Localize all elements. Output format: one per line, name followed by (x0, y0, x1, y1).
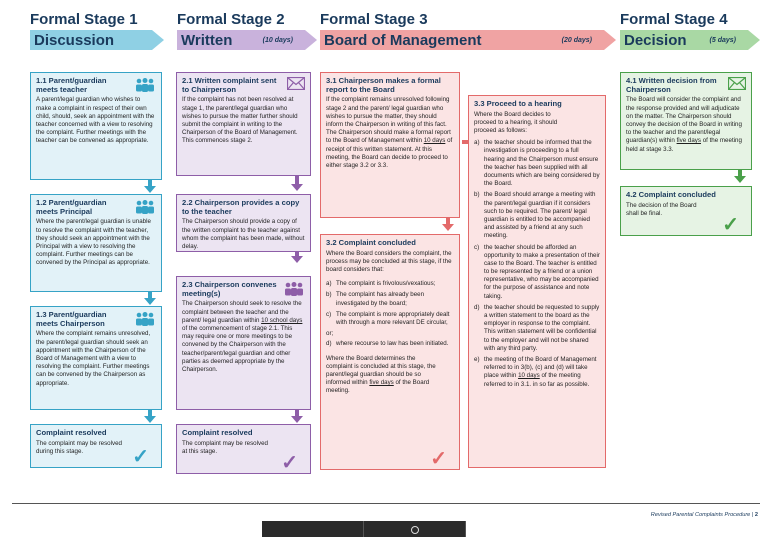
arrow-down-icon (291, 416, 303, 423)
arrow-right-icon (748, 30, 760, 50)
box-3-2 (320, 234, 460, 470)
list-item: a) the teacher should be informed that the investigation is proceeding to a full hearing and the Chairperson must ensure the teacher has been supplied with all documents which are being considered by the Board. (474, 139, 600, 188)
box-title: 4.1 Written decision from Chairperson (626, 76, 717, 94)
circle-icon (411, 526, 419, 534)
people-group-icon (283, 281, 305, 297)
box-title: 3.3 Proceed to a hearing (474, 99, 562, 108)
box-2-1 (176, 72, 311, 176)
box-4-1 (620, 72, 752, 170)
stage-3-days: (20 days) (561, 36, 592, 44)
checkmark-icon: ✓ (722, 214, 739, 236)
box-title: 3.1 Chairperson makes a formal report to the Board (326, 76, 441, 94)
list-item: c) The complaint is more appropriately dealt with through a more relevant DE circular, (326, 310, 450, 327)
toolbar-tab-right[interactable] (364, 521, 466, 537)
arrow-right-icon (305, 30, 317, 50)
or-text: or; (326, 330, 334, 338)
box-1-3 (30, 306, 162, 410)
stage-3-banner (320, 30, 604, 50)
people-group-icon (134, 311, 156, 327)
page-number: 2 (754, 512, 758, 518)
checkmark-icon: ✓ (132, 446, 149, 468)
list-item: d) where recourse to law has been initiated. (326, 340, 449, 348)
box-text: If the complaint has not been resolved at stage 1, the parent/legal guardian who wishes to pursue the matter further should submit the complaint in writing to the Chairperson of the Board of Management. This commences stage 2. (182, 96, 298, 145)
stage-2-days: (10 days) (262, 36, 293, 44)
criteria-list (326, 280, 454, 327)
criteria-list-d (326, 340, 454, 348)
arrow-down-icon (291, 256, 303, 263)
stage-3-banner-label: Board of Management (324, 31, 482, 49)
stage-2-title: Formal Stage 2 (177, 11, 285, 28)
stage-1-title: Formal Stage 1 (30, 11, 138, 28)
box-text: The decision of the Board shall be final. (626, 201, 697, 217)
checkmark-icon: ✓ (430, 448, 447, 470)
people-group-icon (134, 77, 156, 93)
toolbar-tab-left[interactable] (262, 521, 364, 537)
box-title: 1.2 Parent/guardian meets Principal (36, 198, 107, 216)
footer-divider (12, 503, 760, 504)
envelope-icon (287, 77, 305, 90)
box-title: 1.1 Parent/guardian meets teacher (36, 76, 107, 94)
box-title: 4.2 Complaint concluded (626, 190, 716, 199)
stage-4-banner-label: Decision (624, 31, 687, 49)
bottom-toolbar[interactable] (262, 521, 466, 537)
envelope-icon (728, 77, 746, 90)
list-item: b) the Board should arrange a meeting with the parent/legal guardian if it considers such to be required. The parent/ legal guardian is entitled to be accompanied and assisted by a friend at any such meeting. (474, 191, 596, 240)
stage-4-banner (620, 30, 748, 50)
stage-2-banner-label: Written (181, 31, 233, 49)
list-item: a) The complaint is frivolous/vexatious; (326, 280, 436, 288)
box-2-2 (176, 194, 311, 252)
box-2-4 (176, 424, 311, 474)
list-item: d) the teacher should be requested to supply a written statement to the board as the employer in response to the complaint. This written statement will be confidential to the employer and will not be shared with any third party. (474, 303, 600, 352)
arrow-down-icon (291, 184, 303, 191)
box-1-1 (30, 72, 162, 180)
arrow-down-icon (734, 176, 746, 183)
arrow-down-icon (144, 298, 156, 305)
box-intro: Where the Board decides to proceed to a hearing, it should proceed as follows: (474, 110, 558, 135)
box-4-2 (620, 186, 752, 236)
box-text: If the complaint remains unresolved following stage 2 and the parent/ legal guardian who wishes to pursue the matter, they should inform the Chairperson in writing of this fact. The Chairperson should make a formal report to the Board of Management within 10 days of receipt of this written statement. At this meeting, the Board can decide to proceed to either stage 3.2 or 3.3. (326, 96, 453, 169)
box-title: 2.3 Chairperson convenes meeting(s) (182, 280, 277, 298)
box-1-2 (30, 194, 162, 292)
box-text: A parent/legal guardian who wishes to make a complaint in respect of their own child, should, seek an appointment with the teacher concerned with a view to resolving the complaint. Further meetings with the teacher can be convened as appropriate. (36, 96, 155, 145)
stage-4-days: (5 days) (709, 36, 736, 44)
stage-4-title: Formal Stage 4 (620, 11, 728, 28)
box-text: Where the parent/legal guardian is unable to resolve the complaint with the teacher, they should seek an appointment with the Principal with a view to resolving the complaint. Further meetings can be convened by the Principal as appropriate. (36, 218, 151, 267)
box-title: 2.1 Written complaint sent to Chairperson (182, 76, 277, 94)
list-item: c) the teacher should be afforded an opportunity to make a presentation of their case to the Board. The teacher is entitled to be represented by a friend or a union representative, who may be accompanied for the purpose of assistance and note taking. (474, 243, 600, 300)
stage-1-banner (30, 30, 152, 50)
stage-3-title: Formal Stage 3 (320, 11, 428, 28)
box-text: The Chairperson should seek to resolve the complaint between the teacher and the parent/ legal guardian within 10 school days of the commencement of stage 2.1. This may require one or more meetings to be convened by the Chairperson with the teacher/parent/legal guardian and other parties as deemed appropriate by the Chairperson. (182, 300, 303, 373)
box-text: The complaint may be resolved at this stage. (182, 439, 268, 455)
box-text: Where the complaint remains unresolved, the parent/legal guardian should seek an appointment with the Chairperson of the Board of Management with a view to resolving the complaint. Further meetings can be convened by the Chairperson as appropriate. (36, 330, 151, 387)
arrow-down-icon (144, 416, 156, 423)
box-outro: Where the Board determines the complaint is concluded at this stage, the parent/legal guardian should be so informed within five days of the Board meeting. (326, 354, 436, 395)
box-title: 1.3 Parent/guardian meets Chairperson (36, 310, 107, 328)
box-3-3 (468, 95, 606, 468)
arrow-down-icon (442, 224, 454, 231)
box-title: Complaint resolved (36, 428, 107, 437)
arrow-stem (295, 176, 299, 184)
list-item: b) The complaint has already been investigated by the board; (326, 291, 425, 307)
arrow-right-icon (604, 30, 616, 50)
checkmark-icon: ✓ (281, 452, 298, 474)
stage-2-banner (177, 30, 305, 50)
box-text: The complaint may be resolved during this stage. (36, 439, 122, 455)
box-1-4 (30, 424, 162, 468)
footer-label: Revised Parental Complaints Procedure (650, 512, 751, 518)
box-3-1 (320, 72, 460, 218)
arrow-right-icon (152, 30, 164, 50)
box-title: 3.2 Complaint concluded (326, 238, 416, 247)
box-title: 2.2 Chairperson provides a copy to the teacher (182, 198, 300, 216)
box-intro: Where the Board considers the complaint, the process may be concluded at this stage, if the board considers that: (326, 249, 452, 274)
box-title: Complaint resolved (182, 428, 253, 437)
arrow-down-icon (144, 186, 156, 193)
box-text: The Board will consider the complaint and the response provided and will adjudicate on the matter. The Chairperson should convey the decision of the Board in writing to the teacher and the parent/legal guardian(s) within five days of the meeting held at stage 3.3. (626, 96, 742, 153)
list-item: e) the meeting of the Board of Management referred to in 3(b), (c) and (d) will take place within 10 days of the meeting referred to in 3.1. in so far as possible. (474, 355, 597, 388)
footer: Revised Parental Complaints Procedure | 2 (650, 512, 758, 518)
hearing-steps-list (474, 139, 600, 388)
stage-1-banner-label: Discussion (34, 31, 115, 49)
people-group-icon (134, 199, 156, 215)
box-text: The Chairperson should provide a copy of the written complaint to the teacher against whom the complaint has been made, without delay. (182, 218, 305, 250)
box-2-3 (176, 276, 311, 410)
